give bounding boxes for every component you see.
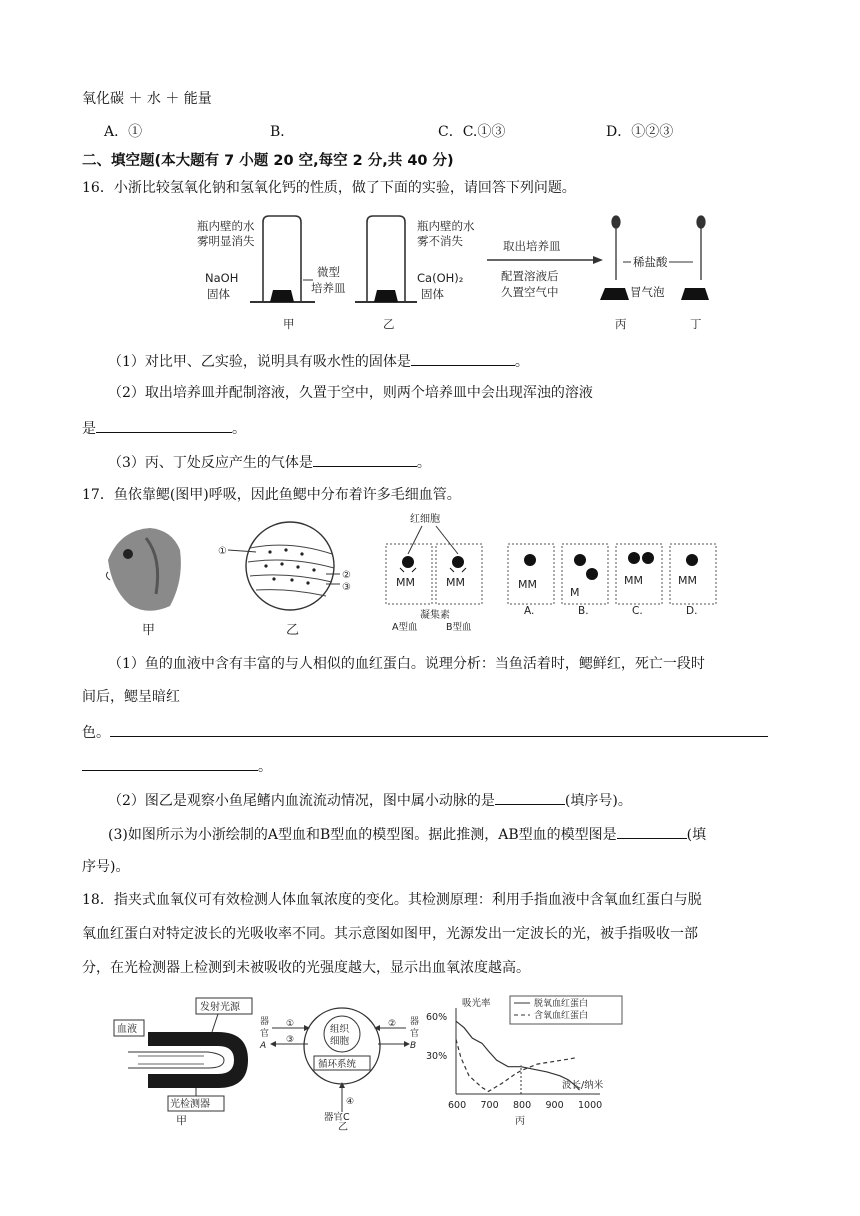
q15-tail: 氧化碳 ＋ 水 ＋ 能量 — [82, 91, 212, 107]
jar-jia — [250, 216, 315, 302]
center-1: 组织 — [330, 1024, 350, 1035]
q16-left-note-2: 雾明显消失 — [197, 234, 255, 248]
q16-left-solid-1: NaOH — [205, 271, 239, 285]
q17-blank-1a[interactable] — [110, 721, 768, 737]
q17-stem: 17．鱼依靠鳃(图甲)呼吸，因此鱼鳃中分布着许多毛细血管。 — [82, 487, 461, 503]
dropper-bing — [612, 216, 705, 280]
series-line-0 — [456, 1021, 580, 1090]
series-line-1 — [456, 1039, 576, 1091]
y-axis-label: 吸光率 — [462, 998, 491, 1009]
x-tick-label-4: 1000 — [578, 1100, 603, 1111]
organ-b-3: B — [410, 1041, 417, 1051]
opt-b-label: B. — [578, 605, 589, 617]
q16-blank-1[interactable] — [411, 350, 515, 366]
q16-sub1: （1）对比甲、乙实验，说明具有吸水性的固体是 。 — [108, 350, 529, 372]
organ-b-1: 器 — [410, 1017, 420, 1027]
num-4: ④ — [346, 1097, 355, 1107]
blood-label: 血液 — [117, 1024, 137, 1035]
section-title: 二、填空题(本大题有 7 小题 20 空,每空 2 分,共 40 分) — [82, 153, 454, 169]
source-label: 发射光源 — [200, 1002, 240, 1013]
svg-text:ⅯⅯ: ⅯⅯ — [678, 574, 697, 587]
q17-figure — [100, 510, 740, 640]
q17-sub2: （2）图乙是观察小鱼尾鳍内血流流动情况，图中属小动脉的是 (填序号)。 — [108, 789, 632, 811]
circ-label-2: ② — [342, 570, 351, 581]
q17-blank-2[interactable] — [495, 789, 565, 805]
y-tick-label-0: 60% — [426, 1012, 448, 1023]
jar-yi — [355, 216, 417, 302]
opt-d-label: D. — [686, 605, 698, 617]
x-tick-label-2: 800 — [513, 1100, 532, 1111]
q16-sub3: （3）丙、丁处反应产生的气体是 。 — [108, 451, 431, 473]
q16-blank-2[interactable] — [96, 417, 232, 433]
x-tick-label-3: 900 — [545, 1100, 564, 1111]
q16-label-jia: 甲 — [283, 317, 295, 331]
q16-arrow-bottom-2: 久置空气中 — [501, 285, 559, 299]
rbc-label: 红细胞 — [410, 514, 440, 525]
capillary-label-yi: 乙 — [286, 623, 300, 638]
x-tick-label-1: 700 — [480, 1100, 499, 1111]
q15-option-c: C．C.①③ — [438, 124, 506, 140]
capillary-circle — [228, 522, 340, 610]
organ-a-2: 官 — [260, 1029, 270, 1039]
opt-a-label: A. — [524, 605, 535, 617]
type-b-label: B型血 — [446, 622, 472, 633]
q15-option-b: B． — [270, 124, 295, 140]
organ-a-1: 器 — [260, 1017, 270, 1027]
x-tick-label-0: 600 — [448, 1100, 467, 1111]
organ-c: 器官C — [324, 1112, 350, 1123]
num-1: ① — [286, 1019, 295, 1029]
q16-figure — [195, 210, 715, 335]
opt-c-label: C. — [632, 605, 643, 617]
agg-marks-b: ⅯⅯ — [446, 576, 465, 589]
q16-label-yi: 乙 — [383, 317, 395, 331]
q16-sub2-line1: （2）取出培养皿并配制溶液，久置于空中，则两个培养皿中会出现浑浊的溶液 — [108, 385, 593, 401]
svg-text:Ⅿ: Ⅿ — [570, 586, 580, 599]
q18-line1: 18．指夹式血氧仪可有效检测人体血氧浓度的变化。其检测原理：利用手指血液中含氧血红蛋白与脱 — [82, 892, 702, 908]
q16-acid: 稀盐酸 — [633, 255, 668, 269]
agg-marks-a: ⅯⅯ — [396, 576, 415, 589]
absorbance-chart — [426, 996, 626, 1128]
q16-sub2-line2: 是 。 — [82, 417, 246, 439]
q18-line3: 分，在光检测器上检测到未被吸收的光强度越大，显示出血氧浓度越高。 — [82, 960, 530, 976]
q16-label-ding: 丁 — [690, 317, 702, 331]
q17-sub1-line4: 。 — [82, 755, 272, 777]
legend-label-0: 脱氧血红蛋白 — [534, 999, 589, 1009]
q16-right-solid-2: 固体 — [421, 287, 444, 301]
q18-line2: 氧血红蛋白对特定波长的光吸收率不同。其示意图如图甲，光源发出一定波长的光，被手指吸收一部 — [82, 926, 698, 942]
q16-right-note-1: 瓶内壁的水 — [417, 219, 475, 233]
q16-dish-2: 培养皿 — [311, 281, 346, 295]
q16-left-note-1: 瓶内壁的水 — [197, 219, 255, 233]
q16-right-note-2: 雾不消失 — [417, 234, 463, 248]
num-2: ② — [388, 1019, 397, 1029]
system-label: 循环系统 — [318, 1059, 357, 1070]
y-tick-label-1: 30% — [426, 1051, 448, 1062]
num-3: ③ — [286, 1035, 295, 1045]
q17-blank-3[interactable] — [617, 823, 687, 839]
circulation-diagram — [258, 1000, 428, 1133]
q16-arrow-top: 取出培养皿 — [503, 239, 561, 253]
circ-label-1: ① — [218, 546, 227, 557]
legend-label-1: 含氧血红蛋白 — [534, 1011, 589, 1021]
fig-a-label: 甲 — [176, 1114, 187, 1127]
q17-sub1-line3: 色。 — [82, 721, 768, 743]
q15-option-a: A．① — [104, 124, 143, 140]
chart-label-bing: 丙 — [515, 1116, 525, 1127]
q16-bubble: 冒气泡 — [630, 285, 665, 299]
q17-sub1-line1: （1）鱼的血液中含有丰富的与人相似的血红蛋白。说理分析：当鱼活着时，鳃鲜红，死亡一段时 — [108, 656, 705, 672]
q17-sub3-line1: (3)如图所示为小浙绘制的A型血和B型血的模型图。据此推测，AB型血的模型图是 (填 — [108, 823, 706, 845]
fig-b-label: 乙 — [338, 1122, 348, 1133]
q16-dish-1: 微型 — [317, 265, 340, 279]
fish-head-image — [106, 528, 180, 611]
organ-b-2: 官 — [410, 1029, 420, 1039]
q16-blank-3[interactable] — [313, 451, 417, 467]
center-2: 细胞 — [330, 1036, 350, 1047]
oximeter-figure — [108, 996, 258, 1126]
x-axis-label: 波长/纳米 — [562, 1080, 604, 1091]
q16-label-bing: 丙 — [615, 317, 627, 331]
type-a-label: A型血 — [392, 622, 418, 633]
detector-label: 光检测器 — [170, 1099, 210, 1110]
q16-right-solid-1: Ca(OH)₂ — [417, 271, 464, 285]
q17-sub3-line2: 序号)。 — [82, 859, 130, 875]
q15-option-d: D．①②③ — [606, 124, 674, 140]
fish-label-jia: 甲 — [142, 623, 156, 638]
agg-label: 凝集素 — [420, 610, 450, 621]
q16-left-solid-2: 固体 — [207, 287, 230, 301]
q17-sub1-line2: 间后，鳃呈暗红 — [82, 689, 180, 705]
svg-text:ⅯⅯ: ⅯⅯ — [518, 578, 537, 591]
q16-arrow-bottom-1: 配置溶液后 — [501, 269, 559, 283]
organ-a-3: A — [260, 1041, 267, 1051]
circ-label-3: ③ — [342, 582, 351, 593]
blood-type-models — [386, 544, 482, 604]
q17-blank-1b[interactable] — [82, 755, 258, 771]
q16-stem: 16．小浙比较氢氧化钠和氢氧化钙的性质，做了下面的实验，请回答下列问题。 — [82, 180, 576, 196]
svg-text:ⅯⅯ: ⅯⅯ — [624, 574, 643, 587]
